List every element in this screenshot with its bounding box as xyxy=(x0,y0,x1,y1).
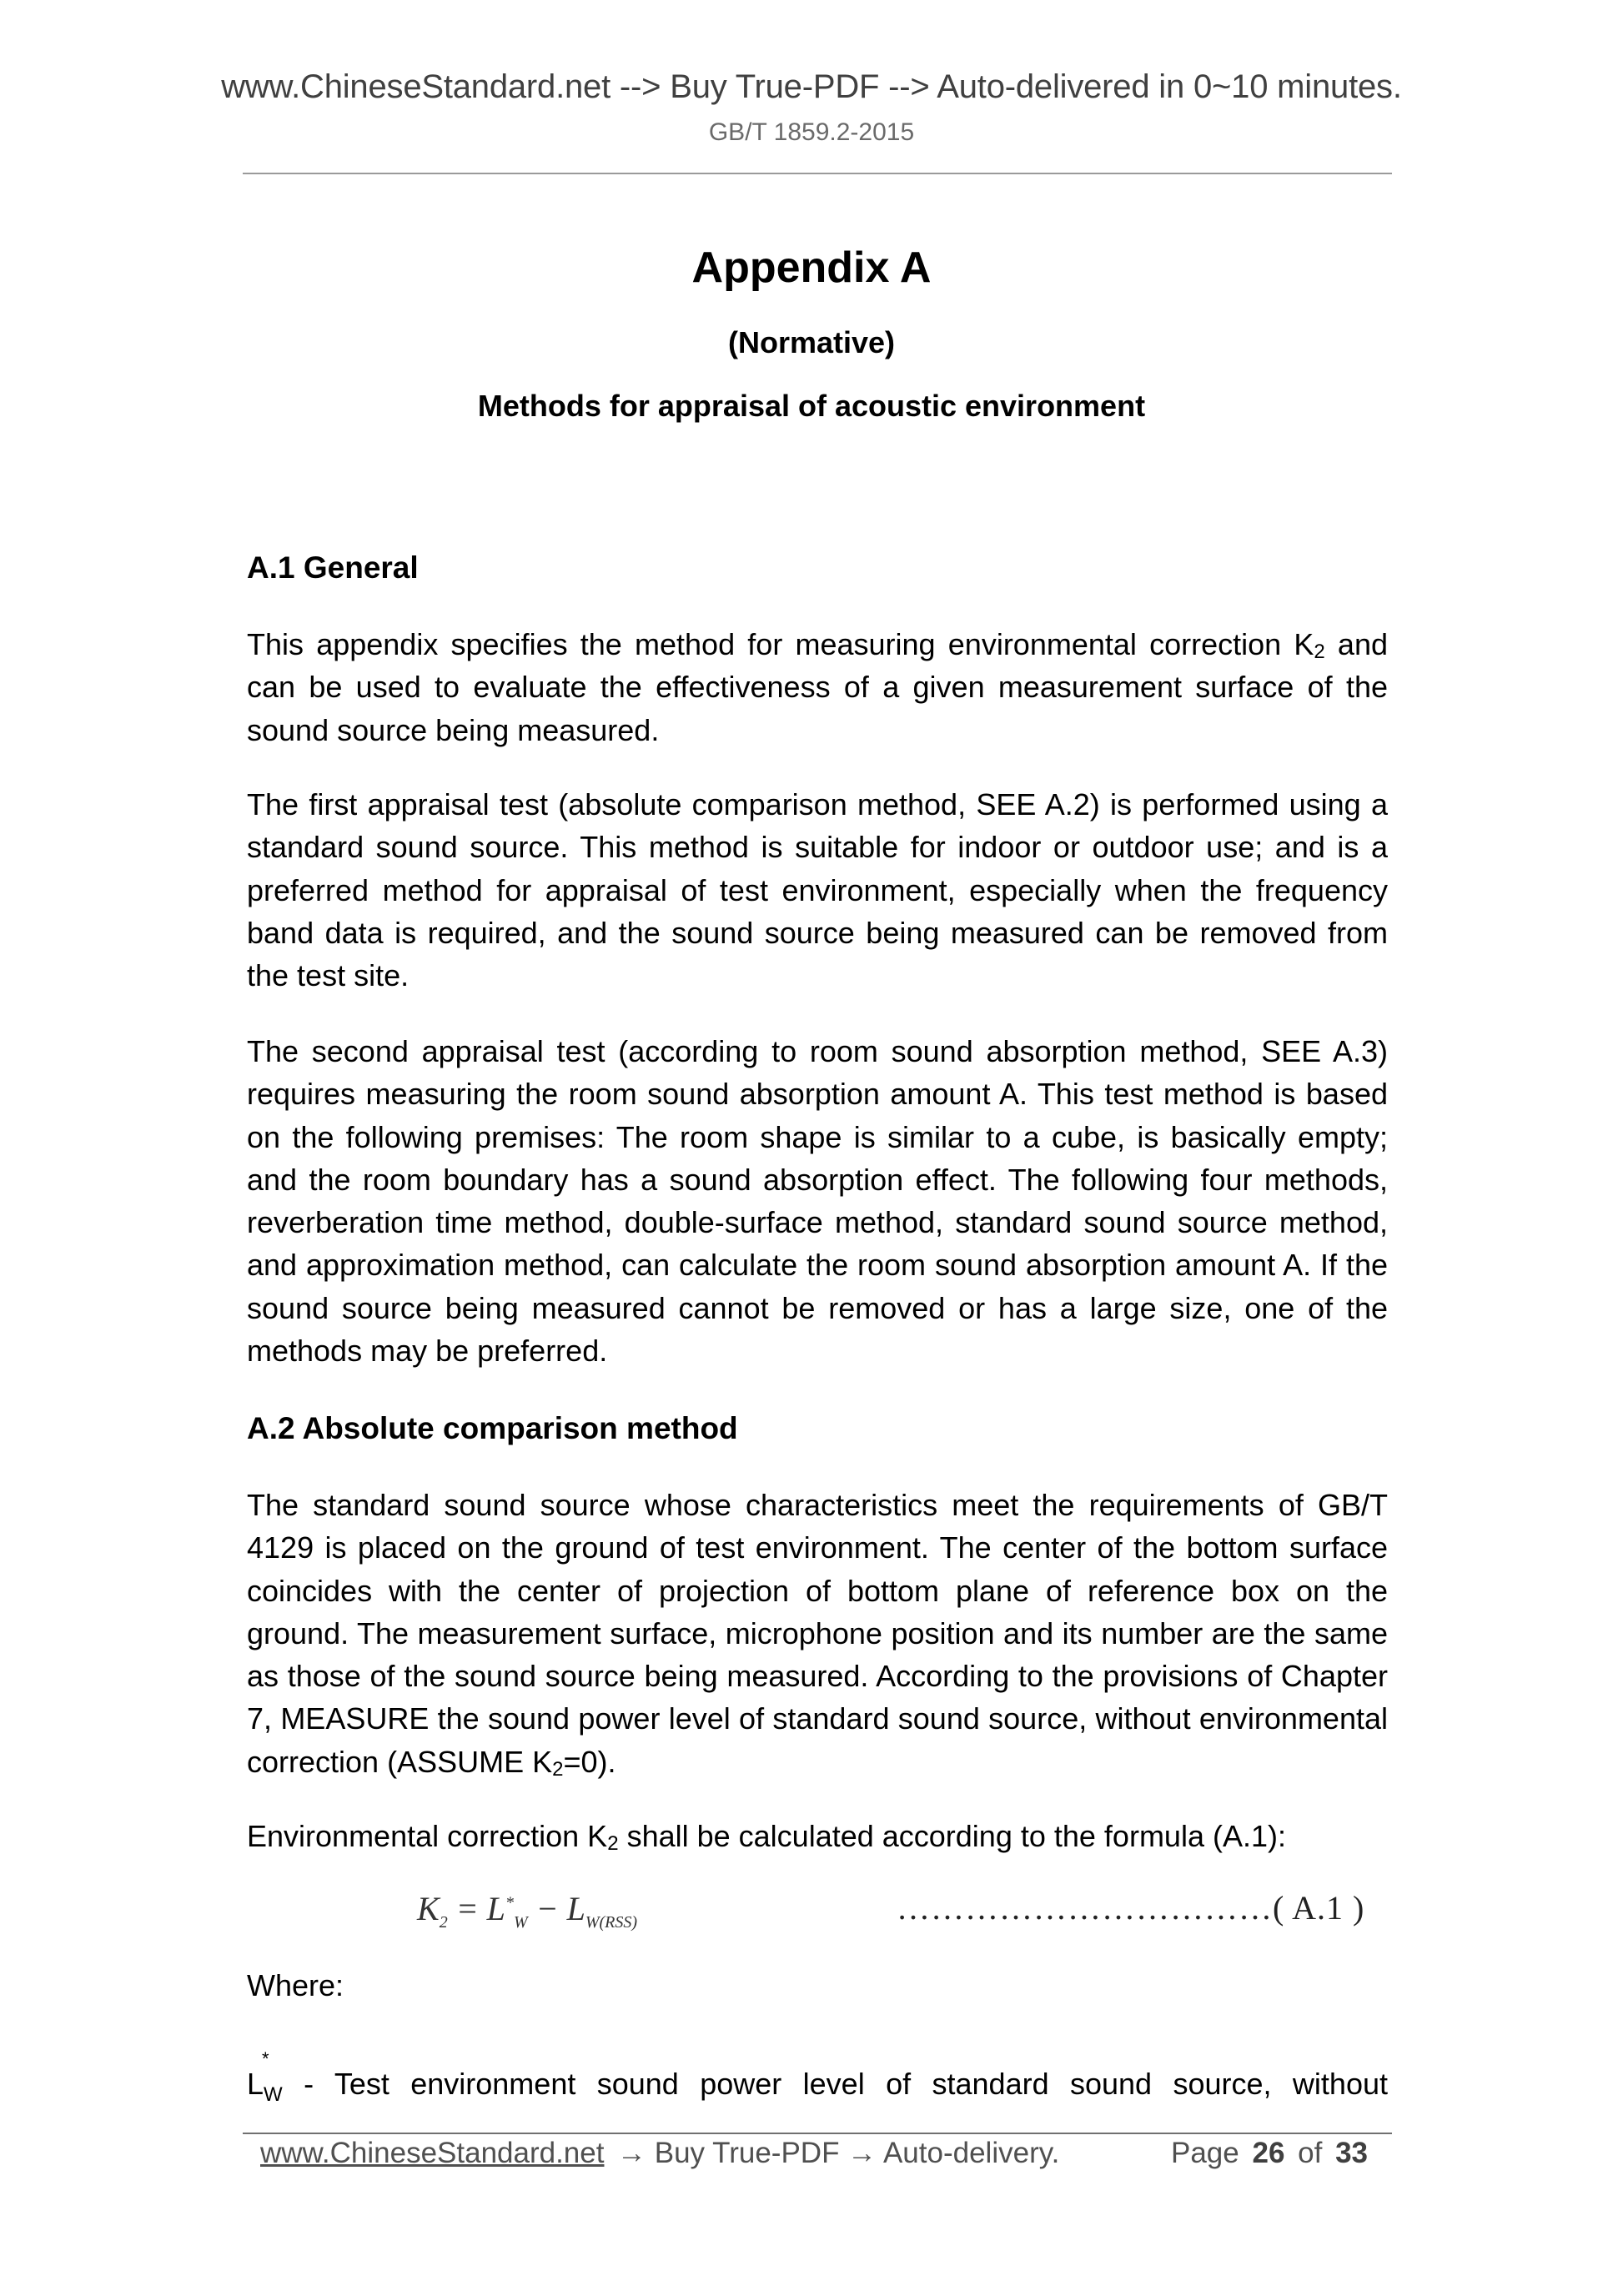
where-label: Where: xyxy=(247,1968,344,2002)
page-total: 33 xyxy=(1335,2137,1369,2169)
lw-sub: W xyxy=(264,2083,283,2106)
formula-label: ( A.1 ) xyxy=(1273,1889,1365,1927)
text: =0). xyxy=(563,1744,616,1779)
page-indicator xyxy=(1171,2137,1368,2170)
formula-minus: − L xyxy=(527,1890,585,1927)
footer-website-link[interactable]: www.ChineseStandard.net xyxy=(260,2137,605,2169)
formula-eq: = L xyxy=(447,1890,505,1927)
subscript: 2 xyxy=(607,1832,619,1855)
text: shall be calculated according to the formula (A.1): xyxy=(618,1819,1286,1853)
formula-k: K xyxy=(417,1890,440,1927)
formula-leader: …………………………… xyxy=(897,1889,1273,1927)
definition-lw xyxy=(247,2048,1388,2107)
header-banner: www.ChineseStandard.net --> Buy True-PDF --> Auto-delivered in 0~10 minutes. xyxy=(221,68,1402,105)
appendix-type: (Normative) xyxy=(727,325,896,359)
subscript: 2 xyxy=(1314,641,1325,663)
paragraph-a1-2: The first appraisal test (absolute comparison method, SEE A.2) is performed using a standard sound source. This method is suitable for indoor or outdoor use; and is a preferred method for appraisal of test environment, especially when the frequency band data is required, and the sound source being measured can be removed from the test site. xyxy=(247,787,1388,993)
text: The standard sound source whose characteristics meet the requirements of GB/T 4129 is placed on the ground of test environment. The center of the bottom surface coincides with the center of projection of bottom plane of reference box on the ground. The measurement surface, microphone position and its number are the same as those of the sound source being measured. According to the provisions of Chapter 7, MEASURE the sound power level of standard sound source, without environmental correction (ASSUME K xyxy=(247,1488,1388,1779)
of-label: of xyxy=(1298,2137,1323,2169)
text: and can be used to evaluate the effectiveness of a given measurement surface of the sound source being measured. xyxy=(247,627,1388,747)
section-heading-a2: A.2 Absolute comparison method xyxy=(247,1411,738,1445)
text: Environmental correction K xyxy=(247,1819,608,1853)
appendix-subtitle: Methods for appraisal of acoustic environment xyxy=(477,389,1146,423)
paragraph-a2-1 xyxy=(247,1484,1388,1783)
paragraph-a2-2 xyxy=(247,1815,1388,1857)
formula-number xyxy=(897,1888,1364,1927)
formula-a1 xyxy=(417,1889,637,1932)
formula-k-sub: 2 xyxy=(439,1913,448,1932)
lw-symbol xyxy=(247,2048,283,2107)
standard-id: GB/T 1859.2-2015 xyxy=(708,118,915,146)
header-divider xyxy=(243,173,1392,174)
subscript: 2 xyxy=(552,1757,564,1781)
section-heading-a1: A.1 General xyxy=(247,550,419,585)
formula-lw-sup: * xyxy=(505,1893,514,1912)
text: This appendix specifies the method for measuring environmental correction K xyxy=(247,627,1314,661)
paragraph-a1-3: The second appraisal test (according to room sound absorption method, SEE A.3) requires measuring the room sound absorption amount A. This test method is based on the following premises: The room shape is similar to a cube, is basically empty; and the room boundary has a sound absorption effect. The following four methods, reverberation time method, double-surface method, standard sound source method, and approximation method, can calculate the room sound absorption amount A. If the sound source being measured cannot be removed or has a large size, one of the methods may be preferred. xyxy=(247,1034,1388,1369)
footer-divider xyxy=(243,2133,1392,2134)
footer-tagline: → Buy True-PDF → Auto-delivery. xyxy=(617,2137,1060,2169)
formula-lrss-sub: W(RSS) xyxy=(585,1913,638,1932)
page-label: Page xyxy=(1171,2137,1239,2169)
lw-definition-text: - Test environment sound power level of standard sound source, without xyxy=(282,2067,1388,2101)
lw-star: * xyxy=(262,2048,269,2069)
page-current: 26 xyxy=(1252,2137,1285,2169)
lw-letter: L xyxy=(247,2067,264,2101)
appendix-title: Appendix A xyxy=(691,244,932,292)
paragraph-a1-1 xyxy=(247,623,1388,751)
formula-lw-sub: W xyxy=(513,1913,528,1932)
